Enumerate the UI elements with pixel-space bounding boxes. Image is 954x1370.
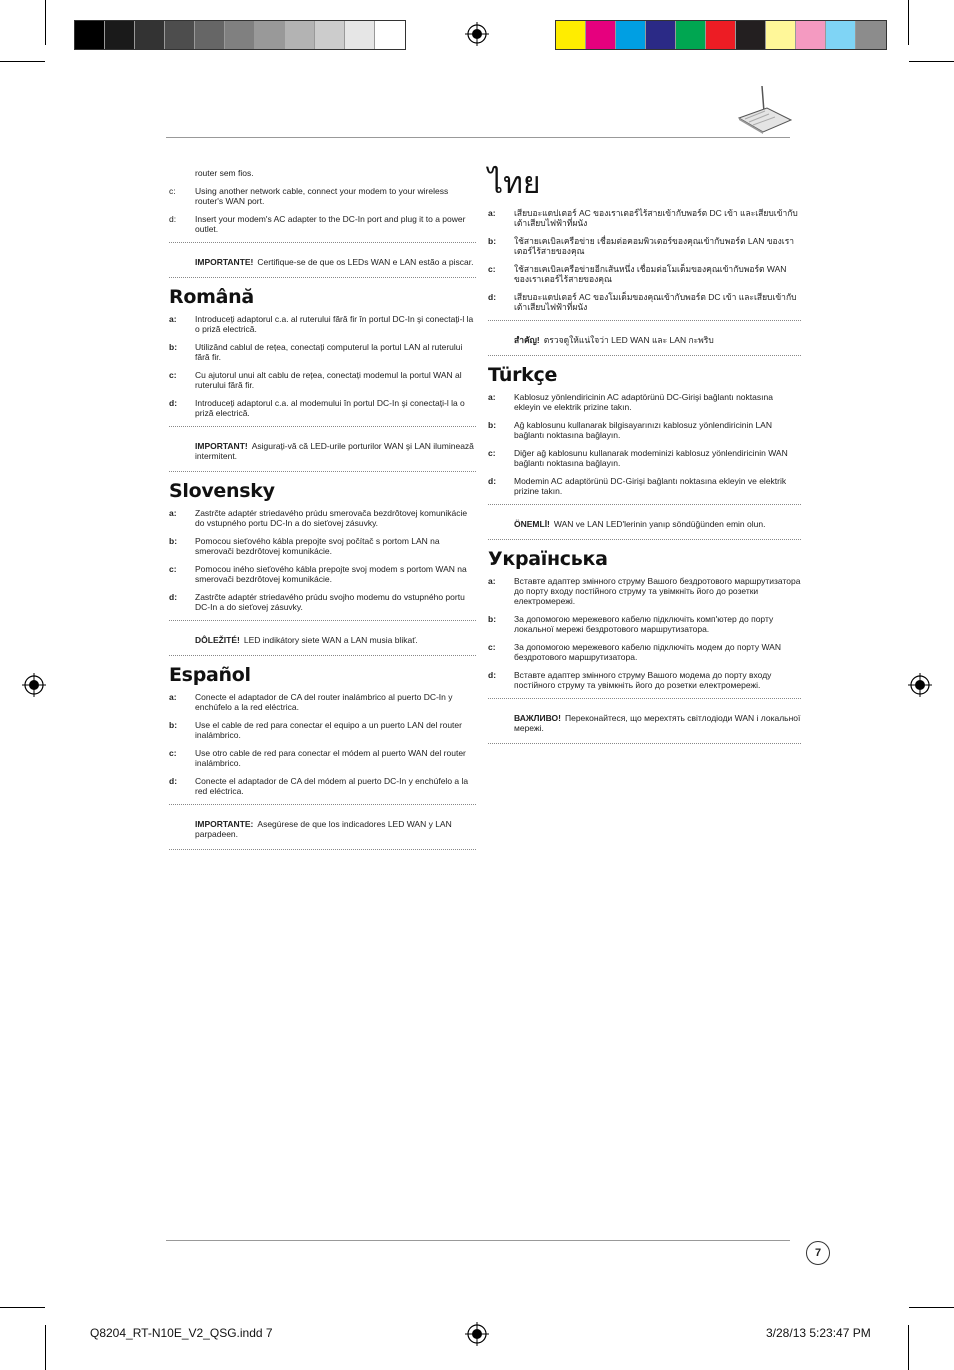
- swatch-gray-80: [135, 21, 165, 49]
- dotted-divider: [488, 698, 801, 699]
- right-column: [488, 166, 801, 752]
- section-title-turkce: Türkçe: [488, 364, 558, 386]
- item-label: c:: [169, 186, 176, 196]
- list-item: [169, 592, 476, 612]
- item-label: b:: [488, 614, 497, 624]
- list-item: [169, 398, 476, 418]
- list-item: [488, 392, 801, 412]
- swatch-gray-50: [225, 21, 255, 49]
- dotted-divider: [488, 355, 801, 356]
- swatch-gray-60: [195, 21, 225, 49]
- dotted-divider: [169, 426, 476, 427]
- section-title-ukrainian: Українська: [488, 548, 608, 570]
- swatch-red: [706, 21, 736, 49]
- item-text: Use otro cable de red para conectar el módem al puerto WAN del router inalámbrico.: [195, 748, 466, 768]
- swatch-light-cyan: [826, 21, 856, 49]
- note-label: สำคัญ!: [514, 335, 540, 345]
- item-label: b:: [488, 420, 497, 430]
- note-text: Asegúrese de que los indicadores LED WAN y LAN parpadeen.: [195, 819, 452, 839]
- list-item: [488, 614, 801, 634]
- item-text: Cu ajutorul unui alt cablu de rețea, conectați modemul la portul WAN al ruterului fără fir.: [195, 370, 462, 390]
- item-text: Pomocou sieťového kábla prepojte svoj počítač s portom LAN na smerovači bezdrôtovej komunikácie.: [195, 536, 440, 556]
- list-item: [488, 448, 801, 468]
- item-label: c:: [488, 264, 496, 274]
- swatch-gray-40: [255, 21, 285, 49]
- process-color-bar: [555, 20, 887, 50]
- slug-timestamp: 3/28/13 5:23:47 PM: [766, 1326, 871, 1340]
- crop-mark: [0, 61, 45, 62]
- swatch-black: [75, 21, 105, 49]
- list-item: [488, 642, 801, 662]
- swatch-cyan: [616, 21, 646, 49]
- note-label: ВАЖЛИВО!: [514, 713, 561, 723]
- dotted-divider: [169, 277, 476, 278]
- item-label: b:: [488, 236, 497, 246]
- dotted-divider: [488, 504, 801, 505]
- swatch-blue: [646, 21, 676, 49]
- item-text: Zastrčte adaptér striedavého prúdu smerovača bezdrôtovej komunikácie do vstupného portu DC-In a do sieťovej zásuvky.: [195, 508, 468, 528]
- swatch-green: [676, 21, 706, 49]
- item-text: Вставте адаптер змінного струму Вашого бездротового маршрутизатора до порту входу постійного струму та увімкніть його до розетки електромережі.: [514, 576, 801, 606]
- header-rule: [166, 137, 790, 138]
- item-label: d:: [488, 292, 497, 302]
- crop-mark: [908, 1325, 909, 1370]
- registration-mark-left: [22, 673, 46, 697]
- item-text: Diğer ağ kablosunu kullanarak modeminizi kablosuz yönlendiricinin WAN bağlantı noktasına bağlayın.: [514, 448, 788, 468]
- note-text: Переконайтеся, що мерехтять світлодіоди WAN і локальної мережі.: [514, 713, 801, 733]
- section-title-slovensky: Slovensky: [169, 480, 275, 502]
- footer-rule: [166, 1240, 790, 1241]
- note-label: IMPORTANTE!: [195, 257, 254, 267]
- item-text: Pomocou iného sieťového kábla prepojte svoj modem s portom WAN na smerovači bezdrôtovej komunikácie.: [195, 564, 467, 584]
- swatch-yellow: [556, 21, 586, 49]
- list-item: [169, 748, 476, 768]
- item-text: ใช้สายเคเบิลเครือข่าย เชื่อมต่อคอมพิวเตอร์ของคุณเข้ากับพอร์ต LAN ของเราเตอร์ไร้สายของคุณ: [514, 236, 795, 256]
- crop-mark: [909, 61, 954, 62]
- item-label: c:: [169, 370, 177, 380]
- item-text: За допомогою мережевого кабелю підключіть комп'ютер до порту локальної мережі бездротового маршрутизатора.: [514, 614, 774, 634]
- list-item: [488, 292, 801, 312]
- item-text: Modemin AC adaptörünü DC-Girişi bağlantı noktasına ekleyin ve elektrik prizine takın.: [514, 476, 787, 496]
- item-text: ใช้สายเคเบิลเครือข่ายอีกเส้นหนึ่ง เชื่อมต่อโมเด็มของคุณเข้ากับพอร์ต WAN ของเราเตอร์ไร้สายของคุณ: [514, 264, 787, 284]
- swatch-magenta: [586, 21, 616, 49]
- list-item: [169, 536, 476, 556]
- item-text: Conecte el adaptador de CA del router inalámbrico al puerto DC-In y enchúfelo a la red eléctrica.: [195, 692, 453, 712]
- section-title-thai: ไทย: [488, 166, 541, 201]
- item-label: d:: [488, 476, 497, 486]
- item-label: a:: [169, 314, 177, 324]
- note-label: IMPORTANT!: [195, 441, 248, 451]
- note-text: WAN ve LAN LED'lerinin yanıp söndüğünden emin olun.: [553, 519, 766, 529]
- item-text: Вставте адаптер змінного струму Вашого модема до порту входу постійного струму та увімкніть його до розетки електромережі.: [514, 670, 772, 690]
- item-label: c:: [488, 448, 496, 458]
- note-label: IMPORTANTE:: [195, 819, 254, 829]
- note-label: ÖNEMLİ!: [514, 519, 550, 529]
- important-note: [195, 635, 476, 645]
- item-text: Introduceți adaptorul c.a. al ruterului fără fir în portul DC-In şi conectați-l la o priză electrică.: [195, 314, 474, 334]
- list-item: [488, 576, 801, 606]
- list-item: [169, 370, 476, 390]
- item-text: Kablosuz yönlendiricinin AC adaptörünü DC-Girişi bağlantı noktasına ekleyin ve elektrik prizine takın.: [514, 392, 773, 412]
- item-label: d:: [169, 592, 178, 602]
- swatch-gray: [856, 21, 886, 49]
- item-label: d:: [169, 214, 177, 224]
- note-text: Asigurați-vă că LED-urile porturilor WAN şi LAN iluminează intermitent.: [195, 441, 474, 461]
- important-note: [195, 441, 476, 461]
- swatch-white: [375, 21, 405, 49]
- item-text: Utilizând cablul de rețea, conectați computerul la portul LAN al ruterului fără fir.: [195, 342, 463, 362]
- left-column: [169, 168, 476, 858]
- item-text: เสียบอะแดปเตอร์ AC ของเราเตอร์ไร้สายเข้ากับพอร์ต DC เข้า และเสียบเข้ากับเต้าเสียบไฟฟ้าที่ผนัง: [514, 208, 798, 228]
- item-label: a:: [488, 392, 496, 402]
- important-note: [195, 257, 476, 267]
- grayscale-color-bar: [74, 20, 406, 50]
- list-item: [169, 564, 476, 584]
- crop-mark: [908, 0, 909, 45]
- swatch-gray-10: [345, 21, 375, 49]
- item-label: d:: [169, 398, 178, 408]
- list-item: [169, 314, 476, 334]
- item-label: a:: [488, 576, 496, 586]
- list-item: [488, 208, 801, 228]
- item-text: Ağ kablosunu kullanarak bilgisayarınızı kablosuz yönlendiricinin LAN bağlantı noktasına bağlayın.: [514, 420, 772, 440]
- dotted-divider: [488, 539, 801, 540]
- item-text: Using another network cable, connect your modem to your wireless router's WAN port.: [195, 186, 449, 206]
- page-number: 7: [806, 1241, 830, 1265]
- important-note: [514, 335, 801, 345]
- item-label: b:: [169, 720, 178, 730]
- swatch-pink: [796, 21, 826, 49]
- list-item: [169, 720, 476, 740]
- list-item: [488, 236, 801, 256]
- list-item: [169, 186, 476, 206]
- important-note: [514, 713, 801, 733]
- section-title-espanol: Español: [169, 664, 251, 686]
- swatch-light-yellow: [766, 21, 796, 49]
- item-text: router sem fios.: [195, 168, 254, 178]
- registration-mark-bottom: [465, 1322, 489, 1346]
- registration-mark-right: [908, 673, 932, 697]
- list-item: [488, 264, 801, 284]
- item-label: b:: [169, 342, 178, 352]
- item-label: d:: [488, 670, 497, 680]
- item-label: c:: [488, 642, 496, 652]
- crop-mark: [45, 0, 46, 45]
- crop-mark: [45, 1325, 46, 1370]
- dotted-divider: [169, 620, 476, 621]
- item-text: Introduceți adaptorul c.a. al modemului în portul DC-In şi conectați-l la o priză electrică.: [195, 398, 465, 418]
- note-label: DÔLEŽITÉ!: [195, 635, 240, 645]
- swatch-gray-90: [105, 21, 135, 49]
- section-title-romana: Română: [169, 286, 254, 308]
- router-illustration: [735, 84, 793, 134]
- item-label: [169, 168, 195, 178]
- swatch-gray-70: [165, 21, 195, 49]
- item-text: За допомогою мережевого кабелю підключіть модем до порту WAN бездротового маршрутизатора.: [514, 642, 781, 662]
- item-text: Zastrčte adaptér striedavého prúdu svojho modemu do vstupného portu DC-In a do sieťovej zásuvky.: [195, 592, 465, 612]
- item-label: b:: [169, 536, 178, 546]
- list-item: [488, 420, 801, 440]
- item-text: Conecte el adaptador de CA del módem al puerto DC-In y enchúfelo a la red eléctrica.: [195, 776, 469, 796]
- item-label: a:: [488, 208, 496, 218]
- list-item: [169, 692, 476, 712]
- dotted-divider: [169, 242, 476, 243]
- list-item: [169, 508, 476, 528]
- swatch-gray-20: [315, 21, 345, 49]
- dotted-divider: [169, 655, 476, 656]
- item-label: a:: [169, 508, 177, 518]
- item-label: c:: [169, 748, 177, 758]
- slug-filename: Q8204_RT-N10E_V2_QSG.indd 7: [90, 1326, 273, 1340]
- dotted-divider: [169, 804, 476, 805]
- swatch-gray-30: [285, 21, 315, 49]
- crop-mark: [0, 1307, 45, 1308]
- dotted-divider: [169, 471, 476, 472]
- note-text: LED indikátory siete WAN a LAN musia blikať.: [243, 635, 418, 645]
- dotted-divider: [488, 320, 801, 321]
- list-item: [488, 476, 801, 496]
- list-item: [169, 776, 476, 796]
- list-item: [169, 342, 476, 362]
- important-note: [514, 519, 801, 529]
- note-text: ตรวจดูให้แน่ใจว่า LED WAN และ LAN กะพริบ: [543, 335, 714, 345]
- list-item: [488, 670, 801, 690]
- crop-mark: [909, 1307, 954, 1308]
- dotted-divider: [488, 743, 801, 744]
- important-note: [195, 819, 476, 839]
- list-item: [169, 214, 476, 234]
- item-text: เสียบอะแดปเตอร์ AC ของโมเด็มของคุณเข้ากับพอร์ต DC เข้า และเสียบเข้ากับเต้าเสียบไฟฟ้าที่ผนัง: [514, 292, 797, 312]
- list-item: [169, 168, 476, 178]
- registration-mark-top: [465, 22, 489, 46]
- item-text: Use el cable de red para conectar el equipo a un puerto LAN del router inalámbrico.: [195, 720, 462, 740]
- item-label: a:: [169, 692, 177, 702]
- swatch-rich-black: [736, 21, 766, 49]
- item-text: Insert your modem's AC adapter to the DC-In port and plug it to a power outlet.: [195, 214, 466, 234]
- dotted-divider: [169, 849, 476, 850]
- item-label: d:: [169, 776, 178, 786]
- note-text: Certifique-se de que os LEDs WAN e LAN estão a piscar.: [257, 257, 474, 267]
- item-label: c:: [169, 564, 177, 574]
